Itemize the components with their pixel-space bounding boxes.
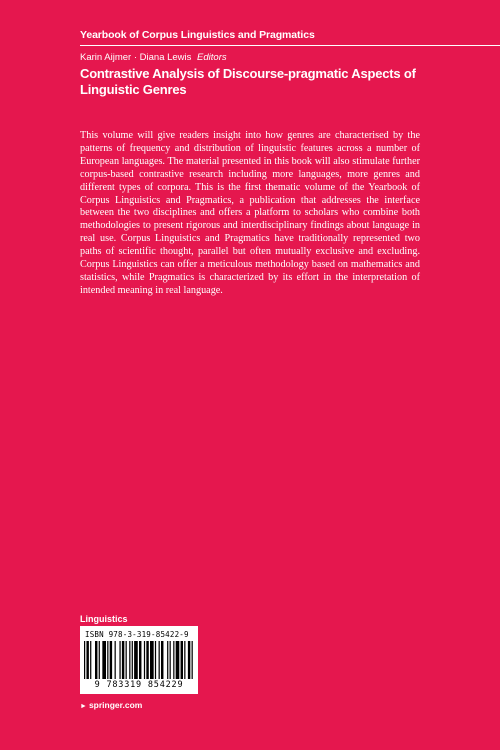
barcode-bar bbox=[144, 641, 145, 679]
barcode-bar bbox=[129, 641, 130, 679]
editor-names: Karin Aijmer · Diana Lewis bbox=[80, 52, 192, 63]
barcode-bar bbox=[86, 641, 88, 679]
barcode-bar bbox=[99, 641, 100, 679]
header-rule bbox=[80, 45, 500, 46]
barcode-bar bbox=[181, 641, 183, 679]
isbn-barcode bbox=[80, 626, 198, 694]
barcode-bar bbox=[107, 641, 108, 679]
series-title: Yearbook of Corpus Linguistics and Pragmatics bbox=[80, 29, 315, 41]
barcode-bar bbox=[155, 641, 156, 679]
barcode-bar bbox=[139, 641, 141, 679]
barcode-bars bbox=[84, 641, 194, 679]
back-cover-blurb: This volume will give readers insight into how genres are characterised by the patterns of frequency and distribution of linguistic features across a number of European languages. The material presented in this book will also stimulate further corpus-based contrastive research including more languages, more genres and different types of corpora. This is the first thematic volume of the Yearbook of Corpus Linguistics and Pragmatics, a publication that addresses the interface between the two disciplines and offers a platform to scholars who combine both methodologies to present rigorous and interdisciplinary findings about language in real use. Corpus Linguistics and Pragmatics have traditionally represented two paths of scientific thought, parallel but often mutually exclusive and excluding. Corpus Linguistics can offer a meticulous methodology based on mathematics and statistics, while Pragmatics is characterized by its effort in the interpretation of intended meaning in real language. bbox=[80, 130, 420, 296]
isbn-text: ISBN 978-3-319-85422-9 bbox=[85, 630, 189, 639]
barcode-bar bbox=[150, 641, 154, 679]
publisher-website bbox=[80, 700, 142, 710]
barcode-bar bbox=[146, 641, 148, 679]
book-title: Contrastive Analysis of Discourse-pragmatic Aspects of Linguistic Genres bbox=[80, 66, 416, 97]
editor-role: Editors bbox=[197, 52, 227, 63]
barcode-bar bbox=[192, 641, 193, 679]
barcode-bar bbox=[167, 641, 168, 679]
arrow-icon: ► bbox=[80, 703, 87, 710]
barcode-bar bbox=[188, 641, 190, 679]
barcode-bar bbox=[119, 641, 120, 679]
barcode-bar bbox=[110, 641, 112, 679]
barcode-bar bbox=[115, 641, 116, 679]
barcode-bar bbox=[159, 641, 160, 679]
barcode-bar bbox=[84, 641, 85, 679]
barcode-bar bbox=[173, 641, 174, 679]
barcode-digits: 9 783319 854229 bbox=[94, 680, 184, 690]
barcode-bar bbox=[170, 641, 171, 679]
barcode-bar bbox=[126, 641, 127, 679]
subject-label: Linguistics bbox=[80, 614, 128, 624]
barcode-bar bbox=[95, 641, 97, 679]
editors-line bbox=[80, 52, 227, 63]
barcode-bar bbox=[134, 641, 138, 679]
barcode-bar bbox=[132, 641, 133, 679]
barcode-bar bbox=[122, 641, 124, 679]
barcode-bar bbox=[90, 641, 91, 679]
barcode-bar bbox=[102, 641, 106, 679]
website-text: springer.com bbox=[88, 700, 143, 710]
barcode-bar bbox=[176, 641, 180, 679]
barcode-bar bbox=[161, 641, 163, 679]
barcode-bar bbox=[184, 641, 185, 679]
